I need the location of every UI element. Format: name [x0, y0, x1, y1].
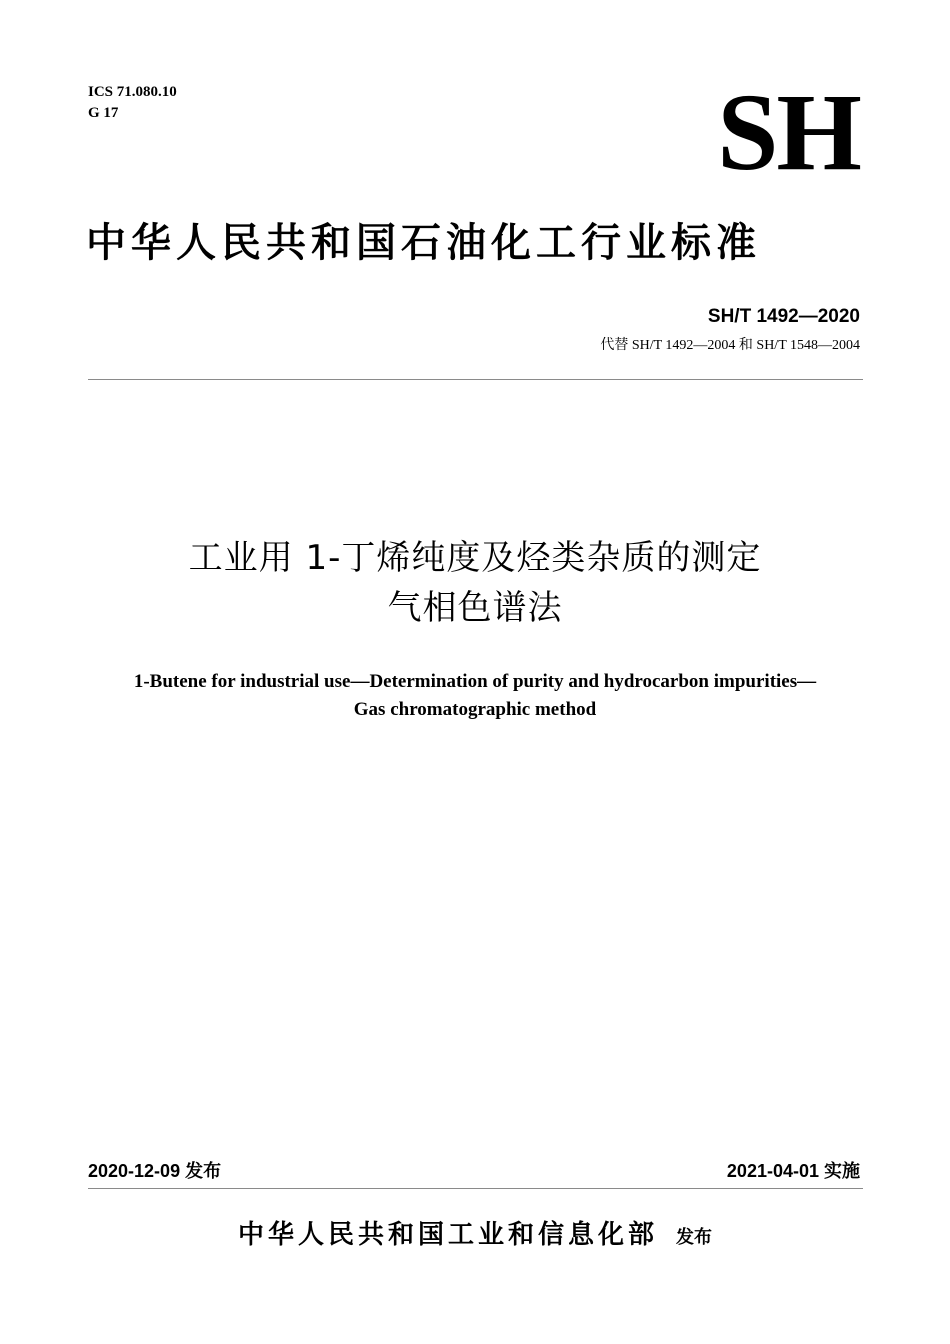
chinese-title-line-2: 气相色谱法 [387, 588, 563, 628]
classification-codes [88, 82, 177, 124]
english-title-line-2: Gas chromatographic method [353, 699, 597, 720]
bottom-divider [88, 1188, 863, 1189]
implementation-date: 2021-04-01 实施 [726, 1161, 860, 1181]
top-divider [88, 379, 863, 380]
english-title [0, 668, 950, 724]
ccs-code: G 17 [88, 105, 119, 121]
ics-code: ICS 71.080.10 [88, 84, 177, 100]
issue-date: 2020-12-09 发布 [88, 1161, 222, 1181]
sh-logo: SH [717, 71, 860, 193]
issuing-authority [0, 1215, 950, 1258]
chinese-title [0, 533, 950, 633]
chinese-title-line-1: 工业用 1-丁烯纯度及烃类杂质的测定 [188, 538, 762, 578]
industry-standard-heading: 中华人民共和国石油化工行业标准 [86, 220, 761, 266]
issuer-verb: 发布 [676, 1227, 712, 1248]
english-title-line-1: 1-Butene for industrial use—Determination of purity and hydrocarbon impurities— [133, 671, 817, 692]
issuer-name: 中华人民共和国工业和信息化部 [237, 1220, 658, 1250]
standard-number: SH/T 1492—2020 [707, 306, 860, 327]
replaces-note: 代替 SH/T 1492—2004 和 SH/T 1548—2004 [600, 338, 860, 353]
